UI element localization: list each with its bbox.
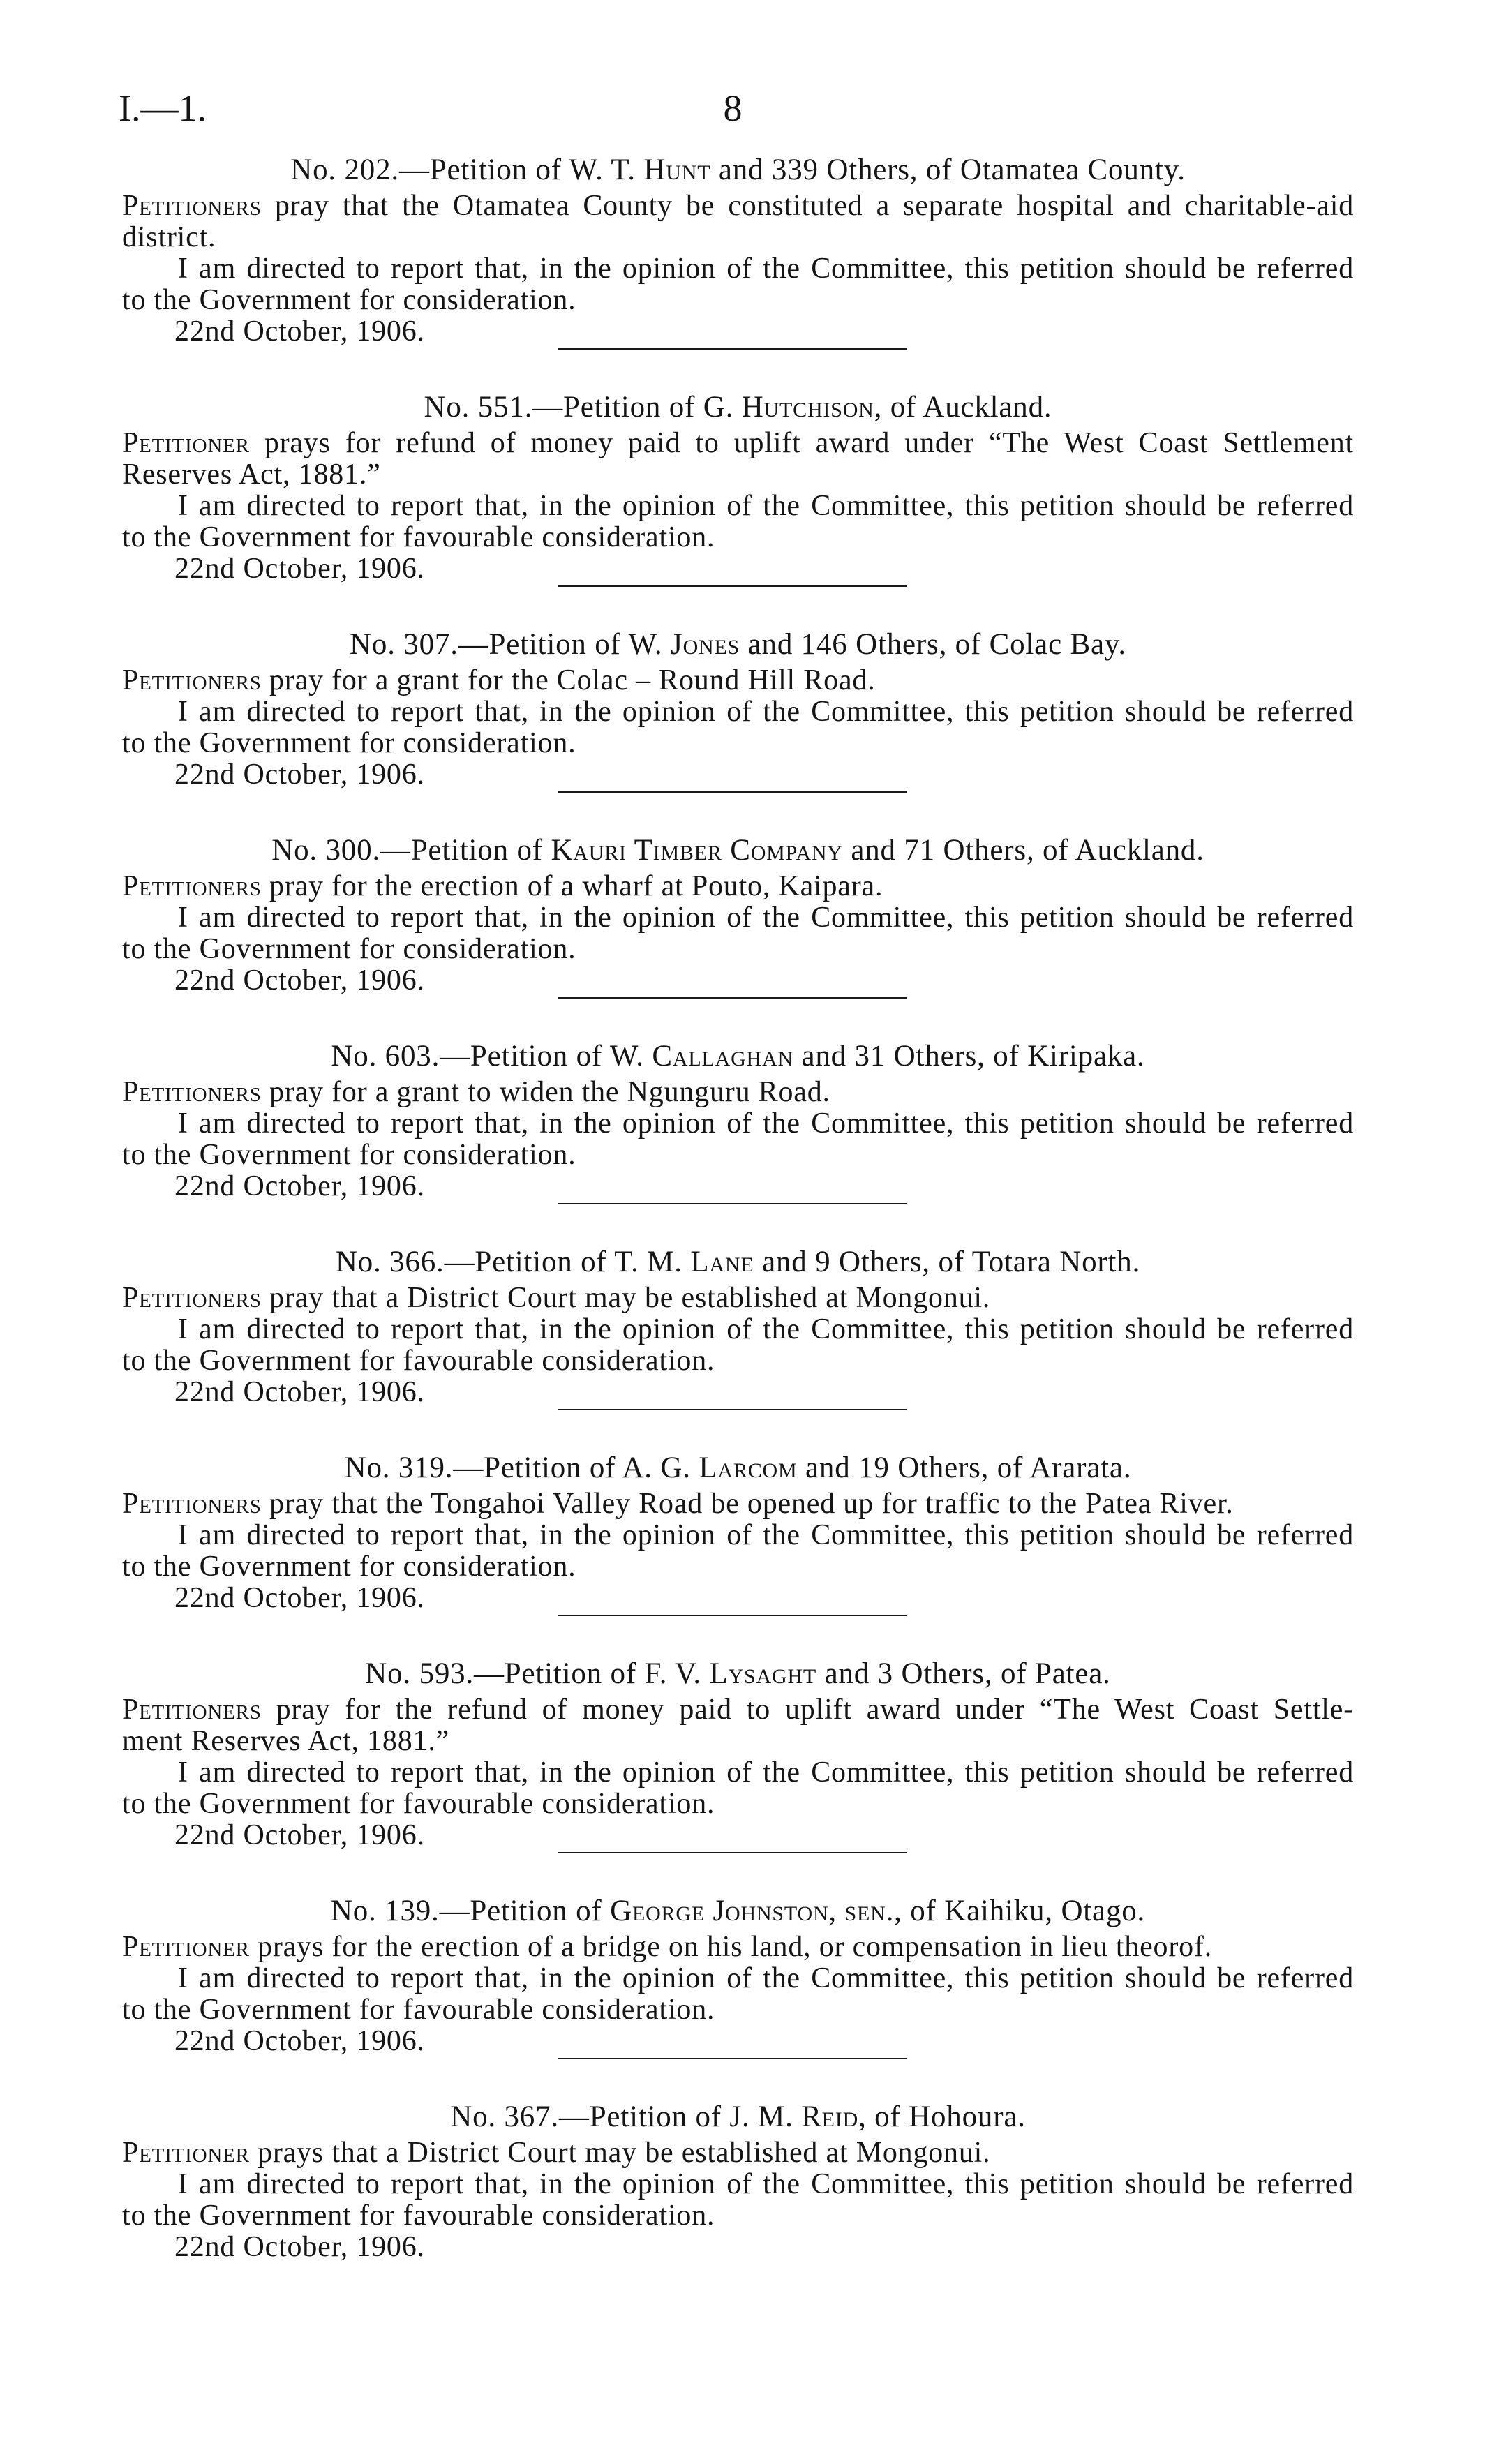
petitioner-lead-word: Petitioner — [122, 427, 250, 459]
petition-heading — [122, 1040, 1354, 1072]
petition-entry — [122, 1246, 1354, 1408]
petition-entry — [122, 154, 1354, 348]
report-line: I am directed to report that, in the opinion of the Committee, this petition should be referred — [178, 1519, 1354, 1551]
petition-heading-suffix: and 9 Others, of Totara North. — [754, 1246, 1141, 1278]
committee-report — [122, 1314, 1354, 1377]
report-line: I am directed to report that, in the opinion of the Committee, this petition should be referred — [178, 1962, 1354, 1994]
petition-line — [122, 1488, 1354, 1520]
petition-heading — [122, 1895, 1354, 1927]
petition-prayer — [122, 665, 1354, 696]
petitioner-lead-word: Petitioners — [122, 1282, 262, 1314]
petition-list — [122, 154, 1354, 2307]
report-date-line — [122, 1820, 1354, 1851]
petitioner-name: Lane — [690, 1246, 754, 1278]
petition-entry — [122, 835, 1354, 996]
report-date: 22nd October, 1906. — [174, 1582, 425, 1614]
petitioner-name: George Johnston, sen. — [610, 1895, 895, 1927]
report-date-line — [122, 2026, 1354, 2057]
petition-line-text: pray for the erection of a wharf at Pouto, Kaipara. — [261, 870, 883, 902]
petition-number: No. 551.—Petition of G. — [424, 391, 742, 424]
petition-heading-suffix: , of Kaihiku, Otago. — [894, 1895, 1146, 1927]
petition-line — [122, 871, 1354, 902]
report-line: to the Government for consideration. — [122, 1551, 576, 1583]
report-line: I am directed to report that, in the opinion of the Committee, this petition should be referred — [178, 902, 1354, 934]
report-line: I am directed to report that, in the opinion of the Committee, this petition should be referred — [178, 1756, 1354, 1789]
petitioner-name: Hutchison — [741, 391, 874, 424]
divider-rule — [558, 791, 907, 793]
petition-line-text: pray for a grant for the Colac – Round Hill Road. — [261, 664, 876, 696]
report-date-line — [122, 1583, 1354, 1614]
petition-line-text: ment Reserves Act, 1881.” — [122, 1725, 450, 1757]
divider-rule — [558, 348, 907, 350]
petitioner-name: Larcom — [699, 1451, 798, 1484]
petition-heading-suffix: , of Auckland. — [874, 391, 1052, 424]
committee-report — [122, 902, 1354, 965]
petition-heading-suffix: and 3 Others, of Patea. — [816, 1657, 1111, 1690]
petition-heading — [122, 1658, 1354, 1689]
petition-number: No. 300.—Petition of — [271, 834, 551, 867]
section-reference: I.—1. — [119, 87, 207, 129]
page-number: 8 — [723, 87, 743, 129]
petitioner-name: Hunt — [643, 154, 711, 186]
report-line: to the Government for favourable consideration. — [122, 521, 715, 553]
petition-line-text: pray for the refund of money paid to uplift award under “The West Coast Settle- — [261, 1694, 1354, 1726]
petition-heading — [122, 1452, 1354, 1484]
report-line: to the Government for favourable consideration. — [122, 2200, 715, 2232]
petition-entry — [122, 1040, 1354, 1202]
report-date: 22nd October, 1906. — [174, 964, 425, 996]
petition-line — [122, 1726, 1354, 1757]
petition-prayer — [122, 428, 1354, 491]
petition-line — [122, 1694, 1354, 1726]
petition-line-text: prays for refund of money paid to uplift award under “The West Coast Settlement — [249, 427, 1354, 459]
report-date: 22nd October, 1906. — [174, 2025, 425, 2057]
report-line: I am directed to report that, in the opinion of the Committee, this petition should be referred — [178, 1107, 1354, 1140]
petition-entry — [122, 1452, 1354, 1614]
petition-prayer — [122, 191, 1354, 253]
petition-line-text: pray that a District Court may be established at Mongonui. — [261, 1282, 991, 1314]
report-line: I am directed to report that, in the opinion of the Committee, this petition should be referred — [178, 253, 1354, 285]
report-line: to the Government for favourable consideration. — [122, 1345, 715, 1377]
petition-prayer — [122, 1694, 1354, 1757]
petition-line — [122, 1077, 1354, 1108]
petition-prayer — [122, 1077, 1354, 1108]
petitioner-lead-word: Petitioners — [122, 190, 262, 222]
committee-report — [122, 1757, 1354, 1820]
petition-heading — [122, 154, 1354, 186]
petition-heading-suffix: and 19 Others, of Ararata. — [797, 1451, 1132, 1484]
petition-line — [122, 459, 1354, 491]
petition-prayer — [122, 1283, 1354, 1314]
petition-line-text: pray for a grant to widen the Ngunguru Road. — [261, 1076, 830, 1108]
petition-line-text: pray that the Otamatea County be constituted a separate hospital and charitable-aid — [261, 190, 1354, 222]
petition-heading-suffix: and 339 Others, of Otamatea County. — [710, 154, 1186, 186]
petitioner-lead-word: Petitioners — [122, 664, 262, 696]
petition-line — [122, 428, 1354, 459]
petition-entry — [122, 2101, 1354, 2263]
petition-heading — [122, 391, 1354, 423]
petition-number: No. 319.—Petition of A. G. — [344, 1451, 699, 1484]
petition-line — [122, 222, 1354, 253]
report-date-line — [122, 2232, 1354, 2263]
divider-rule — [558, 585, 907, 587]
petition-number: No. 307.—Petition of W. — [350, 628, 671, 661]
petitioner-name: Reid — [801, 2100, 859, 2133]
petition-line — [122, 665, 1354, 696]
report-date: 22nd October, 1906. — [174, 1376, 425, 1408]
petitioner-lead-word: Petitioner — [122, 2137, 250, 2169]
petition-heading — [122, 2101, 1354, 2133]
petition-heading-suffix: and 71 Others, of Auckland. — [842, 834, 1204, 867]
petition-number: No. 366.—Petition of T. M. — [335, 1246, 691, 1278]
report-date: 22nd October, 1906. — [174, 2231, 425, 2263]
petition-heading — [122, 1246, 1354, 1278]
petitioner-name: Kauri Timber Company — [551, 834, 843, 867]
petition-number: No. 603.—Petition of W. — [331, 1040, 652, 1073]
petition-prayer — [122, 2137, 1354, 2169]
petition-line-text: district. — [122, 221, 216, 253]
report-line: to the Government for favourable consideration. — [122, 1994, 715, 2026]
report-line: to the Government for consideration. — [122, 727, 576, 759]
report-line: to the Government for consideration. — [122, 284, 576, 316]
committee-report — [122, 696, 1354, 759]
report-date: 22nd October, 1906. — [174, 315, 425, 348]
petition-line-text: prays that a District Court may be established at Mongonui. — [249, 2137, 991, 2169]
report-line: I am directed to report that, in the opinion of the Committee, this petition should be referred — [178, 1313, 1354, 1345]
petition-entry — [122, 391, 1354, 585]
divider-rule — [558, 2058, 907, 2059]
committee-report — [122, 1108, 1354, 1171]
report-line: I am directed to report that, in the opinion of the Committee, this petition should be referred — [178, 490, 1354, 522]
petition-entry — [122, 1658, 1354, 1851]
petition-line-text: Reserves Act, 1881.” — [122, 458, 381, 491]
report-date-line — [122, 1377, 1354, 1408]
divider-rule — [558, 1203, 907, 1204]
petition-number: No. 139.—Petition of — [330, 1895, 611, 1927]
petition-line — [122, 1283, 1354, 1314]
committee-report — [122, 1520, 1354, 1583]
report-line: I am directed to report that, in the opinion of the Committee, this petition should be referred — [178, 2168, 1354, 2200]
report-date-line — [122, 553, 1354, 585]
report-line: to the Government for consideration. — [122, 1139, 576, 1171]
petition-number: No. 593.—Petition of F. V. — [365, 1657, 710, 1690]
petition-line — [122, 2137, 1354, 2169]
petition-heading — [122, 629, 1354, 660]
petitioner-name: Callaghan — [652, 1040, 793, 1073]
report-date: 22nd October, 1906. — [174, 1819, 425, 1851]
petitioner-name: Jones — [671, 628, 740, 661]
petition-prayer — [122, 1932, 1354, 1963]
divider-rule — [558, 1852, 907, 1853]
petition-prayer — [122, 871, 1354, 902]
committee-report — [122, 1963, 1354, 2026]
report-line: to the Government for consideration. — [122, 933, 576, 965]
petition-heading-suffix: and 31 Others, of Kiripaka. — [793, 1040, 1145, 1073]
report-line: to the Government for favourable consideration. — [122, 1788, 715, 1820]
petition-number: No. 202.—Petition of W. T. — [290, 154, 644, 186]
divider-rule — [558, 997, 907, 999]
report-line: I am directed to report that, in the opinion of the Committee, this petition should be referred — [178, 696, 1354, 728]
report-date: 22nd October, 1906. — [174, 553, 425, 585]
divider-rule — [558, 1409, 907, 1410]
report-date: 22nd October, 1906. — [174, 1170, 425, 1202]
petition-prayer — [122, 1488, 1354, 1520]
petitioner-lead-word: Petitioner — [122, 1931, 250, 1963]
committee-report — [122, 253, 1354, 316]
report-date-line — [122, 1171, 1354, 1202]
petition-heading — [122, 835, 1354, 866]
report-date-line — [122, 759, 1354, 791]
petition-entry — [122, 629, 1354, 791]
divider-rule — [558, 1615, 907, 1616]
petitioner-lead-word: Petitioners — [122, 1694, 262, 1726]
petition-number: No. 367.—Petition of J. M. — [450, 2100, 802, 2133]
report-date: 22nd October, 1906. — [174, 759, 425, 791]
petition-entry — [122, 1895, 1354, 2057]
committee-report — [122, 2169, 1354, 2232]
report-date-line — [122, 316, 1354, 348]
petition-line — [122, 1932, 1354, 1963]
petition-line — [122, 191, 1354, 222]
petition-heading-suffix: and 146 Others, of Colac Bay. — [740, 628, 1126, 661]
petition-heading-suffix: , of Hohoura. — [858, 2100, 1026, 2133]
petitioner-name: Lysaght — [709, 1657, 817, 1690]
petitioner-lead-word: Petitioners — [122, 1488, 262, 1520]
petition-line-text: pray that the Tongahoi Valley Road be opened up for traffic to the Patea River. — [261, 1488, 1234, 1520]
petitioner-lead-word: Petitioners — [122, 870, 262, 902]
petition-line-text: prays for the erection of a bridge on his land, or compensation in lieu theorof. — [249, 1931, 1213, 1963]
report-date-line — [122, 965, 1354, 996]
committee-report — [122, 491, 1354, 553]
petitioner-lead-word: Petitioners — [122, 1076, 262, 1108]
